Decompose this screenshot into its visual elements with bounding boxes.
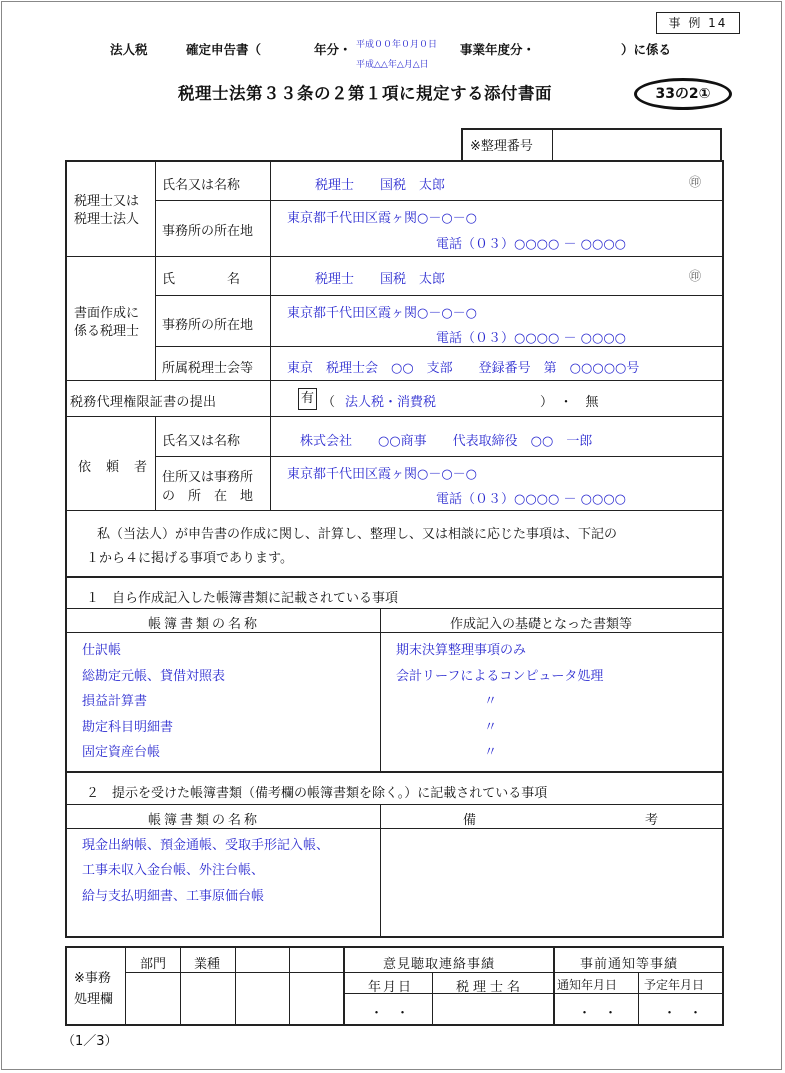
scheduled-date-dots: ・ ・ bbox=[663, 1006, 703, 1021]
s1-row-basis: 〃 bbox=[484, 745, 498, 760]
col-divider bbox=[270, 416, 271, 510]
s2-line: 給与支払明細書、工事原価台帳 bbox=[82, 889, 265, 904]
poa-detail: 法人税・消費税 bbox=[345, 395, 437, 410]
col-divider bbox=[270, 160, 271, 256]
col-divider bbox=[125, 946, 126, 1026]
tax-accountant-label-1: 税理士又は bbox=[74, 194, 140, 209]
client-label: 依 頼 者 bbox=[78, 460, 149, 475]
s1-row-name: 損益計算書 bbox=[82, 694, 148, 709]
seal-mark: ㊞ bbox=[689, 269, 702, 283]
col-divider bbox=[380, 804, 381, 938]
col-divider bbox=[180, 946, 181, 1026]
s2-line: 現金出納帳、預金通帳、受取手形記入帳、 bbox=[82, 838, 330, 853]
col-divider bbox=[553, 946, 555, 1026]
concerning: ）に係る bbox=[621, 42, 672, 57]
poa-close: ） ・ 無 bbox=[540, 395, 599, 410]
admin-number-label: ※整理番号 bbox=[470, 139, 533, 154]
seal-mark: ㊞ bbox=[689, 175, 702, 189]
office-label: 事務所の所在地 bbox=[162, 224, 254, 239]
s1-row-basis: 〃 bbox=[484, 694, 498, 709]
row-divider bbox=[65, 632, 724, 633]
col-divider bbox=[432, 972, 433, 1026]
office-use-label-2: 処理欄 bbox=[74, 992, 114, 1007]
preparer-phone: 電話（０３）○○○○ － ○○○○ bbox=[436, 331, 627, 346]
business-year: 事業年度分・ bbox=[460, 42, 536, 57]
notice-date-dots: ・ ・ bbox=[578, 1006, 618, 1021]
s1-row-name: 仕訳帳 bbox=[82, 643, 122, 658]
col-divider bbox=[289, 946, 290, 1026]
row-divider bbox=[65, 256, 724, 257]
s1-row-basis: 〃 bbox=[484, 720, 498, 735]
tax-type: 法人税 bbox=[110, 42, 148, 57]
col-divider bbox=[155, 416, 156, 510]
client-name: 株式会社 ○○商事 代表取締役 ○○ 一郎 bbox=[300, 434, 593, 449]
row-divider bbox=[65, 608, 724, 609]
tax-accountant-address: 東京都千代田区霞ヶ関○－○－○ bbox=[287, 211, 478, 226]
col-divider bbox=[270, 380, 271, 416]
preparer-label-2: 係る税理士 bbox=[74, 324, 140, 339]
return-kind: 確定申告書（ bbox=[186, 42, 262, 57]
row-divider bbox=[65, 416, 724, 417]
s2-line: 工事未収入金台帳、外注台帳、 bbox=[82, 863, 265, 878]
notice-date-label: 通知年月日 bbox=[557, 978, 618, 992]
client-phone: 電話（０３）○○○○ － ○○○○ bbox=[436, 492, 627, 507]
statement-line-2: １から４に掲げる事項であります。 bbox=[86, 551, 293, 566]
case-number-box: 事 例 14 bbox=[656, 12, 740, 34]
name-label: 氏名又は名称 bbox=[162, 178, 241, 193]
section1-col-right: 作成記入の基礎となった書類等 bbox=[450, 617, 633, 632]
col-divider bbox=[380, 608, 381, 773]
row-divider bbox=[343, 972, 724, 973]
tax-accountant-label-2: 税理士法人 bbox=[74, 212, 140, 227]
admin-divider bbox=[552, 128, 553, 160]
year-label: 年分・ bbox=[314, 42, 352, 57]
preparer-name: 税理士 国税 太郎 bbox=[315, 272, 446, 287]
section2-col-right: 備 考 bbox=[463, 813, 659, 828]
accountant-name-label: 税理士名 bbox=[456, 980, 525, 995]
form-code-badge: 33の2① bbox=[634, 78, 732, 110]
preparer-address: 東京都千代田区霞ヶ関○－○－○ bbox=[287, 306, 478, 321]
col-divider bbox=[343, 946, 345, 1026]
s1-row-name: 固定資産台帳 bbox=[82, 745, 161, 760]
power-of-attorney-label: 税務代理権限証書の提出 bbox=[70, 395, 217, 410]
row-divider bbox=[125, 972, 344, 973]
row-divider bbox=[155, 295, 724, 296]
hearing-label: 意見聴取連絡事績 bbox=[383, 957, 496, 972]
col-divider bbox=[155, 160, 156, 256]
page-title: 税理士法第３３条の２第１項に規定する添付書面 bbox=[178, 84, 552, 103]
office-use-label-1: ※事務 bbox=[74, 971, 111, 986]
period-from: 平成００年０月０日 bbox=[356, 40, 438, 50]
row-divider bbox=[65, 380, 724, 381]
poa-open: （ bbox=[322, 395, 336, 410]
s1-row-name: 総勘定元帳、貸借対照表 bbox=[82, 669, 226, 684]
s1-row-basis: 会計リーフによるコンピュータ処理 bbox=[396, 669, 604, 684]
row-divider bbox=[65, 828, 724, 829]
scheduled-date-label: 予定年月日 bbox=[644, 978, 705, 992]
col-divider bbox=[235, 946, 236, 1026]
section1-col-left: 帳簿書類の名称 bbox=[148, 617, 261, 632]
row-divider bbox=[155, 200, 724, 201]
date-label: 年月日 bbox=[368, 980, 414, 995]
section2-col-left: 帳簿書類の名称 bbox=[148, 813, 261, 828]
section2-heading: ２ 提示を受けた帳簿書類（備考欄の帳簿書類を除く。）に記載されている事項 bbox=[86, 786, 548, 801]
client-name-label: 氏名又は名称 bbox=[162, 434, 241, 449]
prior-notice-label: 事前通知等事績 bbox=[580, 957, 679, 972]
preparer-office-label: 事務所の所在地 bbox=[162, 318, 254, 333]
tax-accountant-phone: 電話（０３）○○○○ － ○○○○ bbox=[436, 237, 627, 252]
statement-line-1: 私（当法人）が申告書の作成に関し、計算し、整理し、又は相談に応じた事項は、下記の bbox=[97, 527, 618, 542]
row-divider bbox=[65, 804, 724, 805]
industry-label: 業種 bbox=[194, 957, 221, 972]
preparer-label-1: 書面作成に bbox=[74, 306, 140, 321]
s1-row-basis: 期末決算整理事項のみ bbox=[396, 643, 527, 658]
row-divider bbox=[65, 510, 724, 511]
row-divider bbox=[155, 456, 724, 457]
date-dots: ・ ・ bbox=[370, 1006, 410, 1021]
page-number: （1／3） bbox=[62, 1034, 118, 1049]
client-address: 東京都千代田区霞ヶ関○－○－○ bbox=[287, 467, 478, 482]
association-label: 所属税理士会等 bbox=[162, 361, 254, 376]
col-divider bbox=[638, 972, 639, 1026]
col-divider bbox=[270, 256, 271, 380]
poa-yes-box: 有 bbox=[298, 388, 317, 410]
row-divider bbox=[155, 346, 724, 347]
client-address-label-2: の 所 在 地 bbox=[162, 489, 254, 504]
client-address-label-1: 住所又は事務所 bbox=[162, 470, 254, 485]
department-label: 部門 bbox=[140, 957, 167, 972]
section1-heading: １ 自ら作成記入した帳簿書類に記載されている事項 bbox=[86, 591, 399, 606]
association-value: 東京 税理士会 ○○ 支部 登録番号 第 ○○○○○号 bbox=[287, 361, 640, 376]
preparer-name-label: 氏 名 bbox=[162, 272, 241, 287]
tax-accountant-name: 税理士 国税 太郎 bbox=[315, 178, 446, 193]
col-divider bbox=[155, 256, 156, 380]
period-to: 平成△△年△月△日 bbox=[356, 60, 429, 70]
s1-row-name: 勘定科目明細書 bbox=[82, 720, 174, 735]
